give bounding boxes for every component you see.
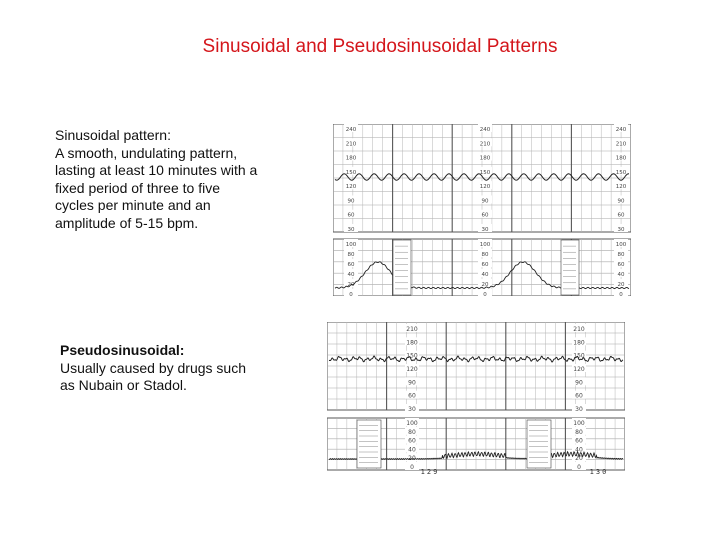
strip2-uc-scale-label: 60 <box>408 437 416 445</box>
strip2-uc-scale-label: 0 <box>577 464 581 471</box>
pseudosinusoidal-line-2: as Nubain or Stadol. <box>60 377 187 393</box>
strip1-fhr-scale-label: 60 <box>481 212 489 219</box>
strip1-uc-scale-label: 80 <box>481 252 489 258</box>
sinusoidal-line-2: lasting at least 10 minutes with a <box>55 162 258 178</box>
strip1-fhr-scale-label: 150 <box>479 169 491 176</box>
strip1-fhr-scale-label: 60 <box>617 212 625 219</box>
strip2-uc-scale-label: 80 <box>575 428 583 436</box>
strip1-fhr-scale-label: 150 <box>615 169 627 176</box>
strip1-uc-scale-label: 40 <box>617 272 625 278</box>
strip2-page-number: 130 <box>589 468 609 474</box>
strip1-uc-scale-label: 100 <box>479 242 491 248</box>
strip2-annotation-box <box>527 420 551 468</box>
pseudosinusoidal-heading: Pseudosinusoidal: <box>60 342 185 358</box>
strip1-fhr-scale-label: 240 <box>615 127 627 133</box>
sinusoidal-description <box>55 127 300 232</box>
strip2-fhr-scale-label: 90 <box>408 379 416 387</box>
strip1-uc-scale-label: 60 <box>617 262 625 268</box>
strip2-uc-scale-label: 80 <box>408 428 416 436</box>
strip1-fhr-scale-label: 210 <box>345 141 357 148</box>
strip2-fhr-scale-label: 210 <box>406 326 418 333</box>
sinusoidal-colon: : <box>167 127 171 143</box>
strip1-annotation-box <box>561 240 579 295</box>
strip1-uc-scale-label: 0 <box>483 292 487 296</box>
strip1-fhr-scale-label: 210 <box>479 141 491 148</box>
strip2-uc-scale-label: 100 <box>573 420 585 427</box>
strip2-fhr-scale-label: 90 <box>575 379 583 387</box>
strip2-fhr-scale-label: 180 <box>406 339 418 347</box>
strip1-uc-scale-label: 0 <box>349 292 353 296</box>
strip1-uc-scale-label: 20 <box>347 282 355 288</box>
strip1-fhr-scale-label: 90 <box>481 198 489 205</box>
strip1-fhr-scale-label: 120 <box>345 184 357 191</box>
strip1-fhr-scale-label: 120 <box>479 184 491 191</box>
strip1-fhr-scale-label: 240 <box>479 127 491 133</box>
strip1-annotation-box <box>393 240 411 295</box>
strip1-uc-scale-label: 100 <box>345 242 357 248</box>
strip1-fhr-scale-label: 180 <box>345 155 357 162</box>
strip2-annotation-box <box>357 420 381 468</box>
pseudosinusoidal-line-1: Usually caused by drugs such <box>60 359 246 376</box>
strip1-fhr-scale-label: 30 <box>347 227 355 233</box>
sinusoidal-heading: Sinusoidal pattern <box>55 127 168 143</box>
strip2-fhr-scale-label: 120 <box>573 366 585 373</box>
strip2-fhr-scale-label: 60 <box>408 392 416 400</box>
strip2-uc-scale-label: 40 <box>575 446 583 454</box>
slide-title: Sinusoidal and Pseudosinusoidal Patterns <box>202 36 558 57</box>
strip2-uc-scale-label: 60 <box>575 437 583 445</box>
strip1-fhr-scale-label: 120 <box>615 184 627 191</box>
sinusoidal-line-3: fixed period of three to five <box>55 179 220 196</box>
strip1-uc-scale-label: 40 <box>347 272 355 278</box>
strip1-uc-scale-label: 20 <box>481 282 489 288</box>
strip2-fhr-scale-label: 120 <box>406 366 418 373</box>
strip2-fhr-scale-label: 180 <box>573 339 585 347</box>
sinusoidal-line-5: amplitude of 5-15 bpm. <box>55 214 199 231</box>
strip2-fhr-scale-label: 150 <box>573 352 585 360</box>
strip2-fhr-scale-label: 30 <box>575 406 583 413</box>
strip1-fhr-scale-label: 90 <box>617 198 625 205</box>
strip1-fhr-scale-label: 210 <box>615 141 627 148</box>
strip2-uc-scale-label: 40 <box>408 446 416 454</box>
strip2-fhr-scale-label: 30 <box>408 406 416 413</box>
strip2-fhr-scale-label: 150 <box>406 352 418 360</box>
strip1-fhr-scale-label: 30 <box>481 227 489 233</box>
strip2-page-number: 129 <box>420 468 440 474</box>
strip2-uc-scale-label: 100 <box>406 420 418 427</box>
strip1-uc-scale-label: 80 <box>617 252 625 258</box>
strip1-fhr-scale-label: 30 <box>617 227 625 233</box>
strip1-fhr-scale-label: 180 <box>479 155 491 162</box>
sinusoidal-strip-image <box>333 124 631 296</box>
strip1-uc-scale-label: 60 <box>347 262 355 268</box>
strip2-uc-scale-label: 20 <box>575 455 583 463</box>
strip1-uc-scale-label: 60 <box>481 262 489 268</box>
strip1-fhr-scale-label: 90 <box>347 198 355 205</box>
strip2-fhr-scale-label: 60 <box>575 392 583 400</box>
strip2-uc-scale-label: 20 <box>408 455 416 463</box>
strip1-uc-scale-label: 0 <box>619 292 623 296</box>
strip1-fhr-scale-label: 240 <box>345 127 357 133</box>
pseudosinusoidal-strip-image <box>327 322 625 474</box>
pseudosinusoidal-fetal-monitor-strip <box>327 322 625 474</box>
strip1-fhr-scale-label: 180 <box>615 155 627 162</box>
strip1-uc-scale-label: 20 <box>617 282 625 288</box>
strip1-uc-scale-label: 100 <box>615 242 627 248</box>
strip1-uc-scale-label: 80 <box>347 252 355 258</box>
sinusoidal-fetal-monitor-strip <box>333 124 631 296</box>
strip2-fhr-scale-label: 210 <box>573 326 585 333</box>
pseudosinusoidal-description <box>60 342 300 395</box>
strip1-uc-scale-label: 40 <box>481 272 489 278</box>
strip2-uc-scale-label: 0 <box>410 464 414 471</box>
sinusoidal-line-4: cycles per minute and an <box>55 197 211 213</box>
sinusoidal-heading-line <box>55 127 300 145</box>
strip1-fhr-scale-label: 60 <box>347 212 355 219</box>
sinusoidal-line-1: A smooth, undulating pattern, <box>55 144 238 161</box>
strip1-fhr-scale-label: 150 <box>345 169 357 176</box>
